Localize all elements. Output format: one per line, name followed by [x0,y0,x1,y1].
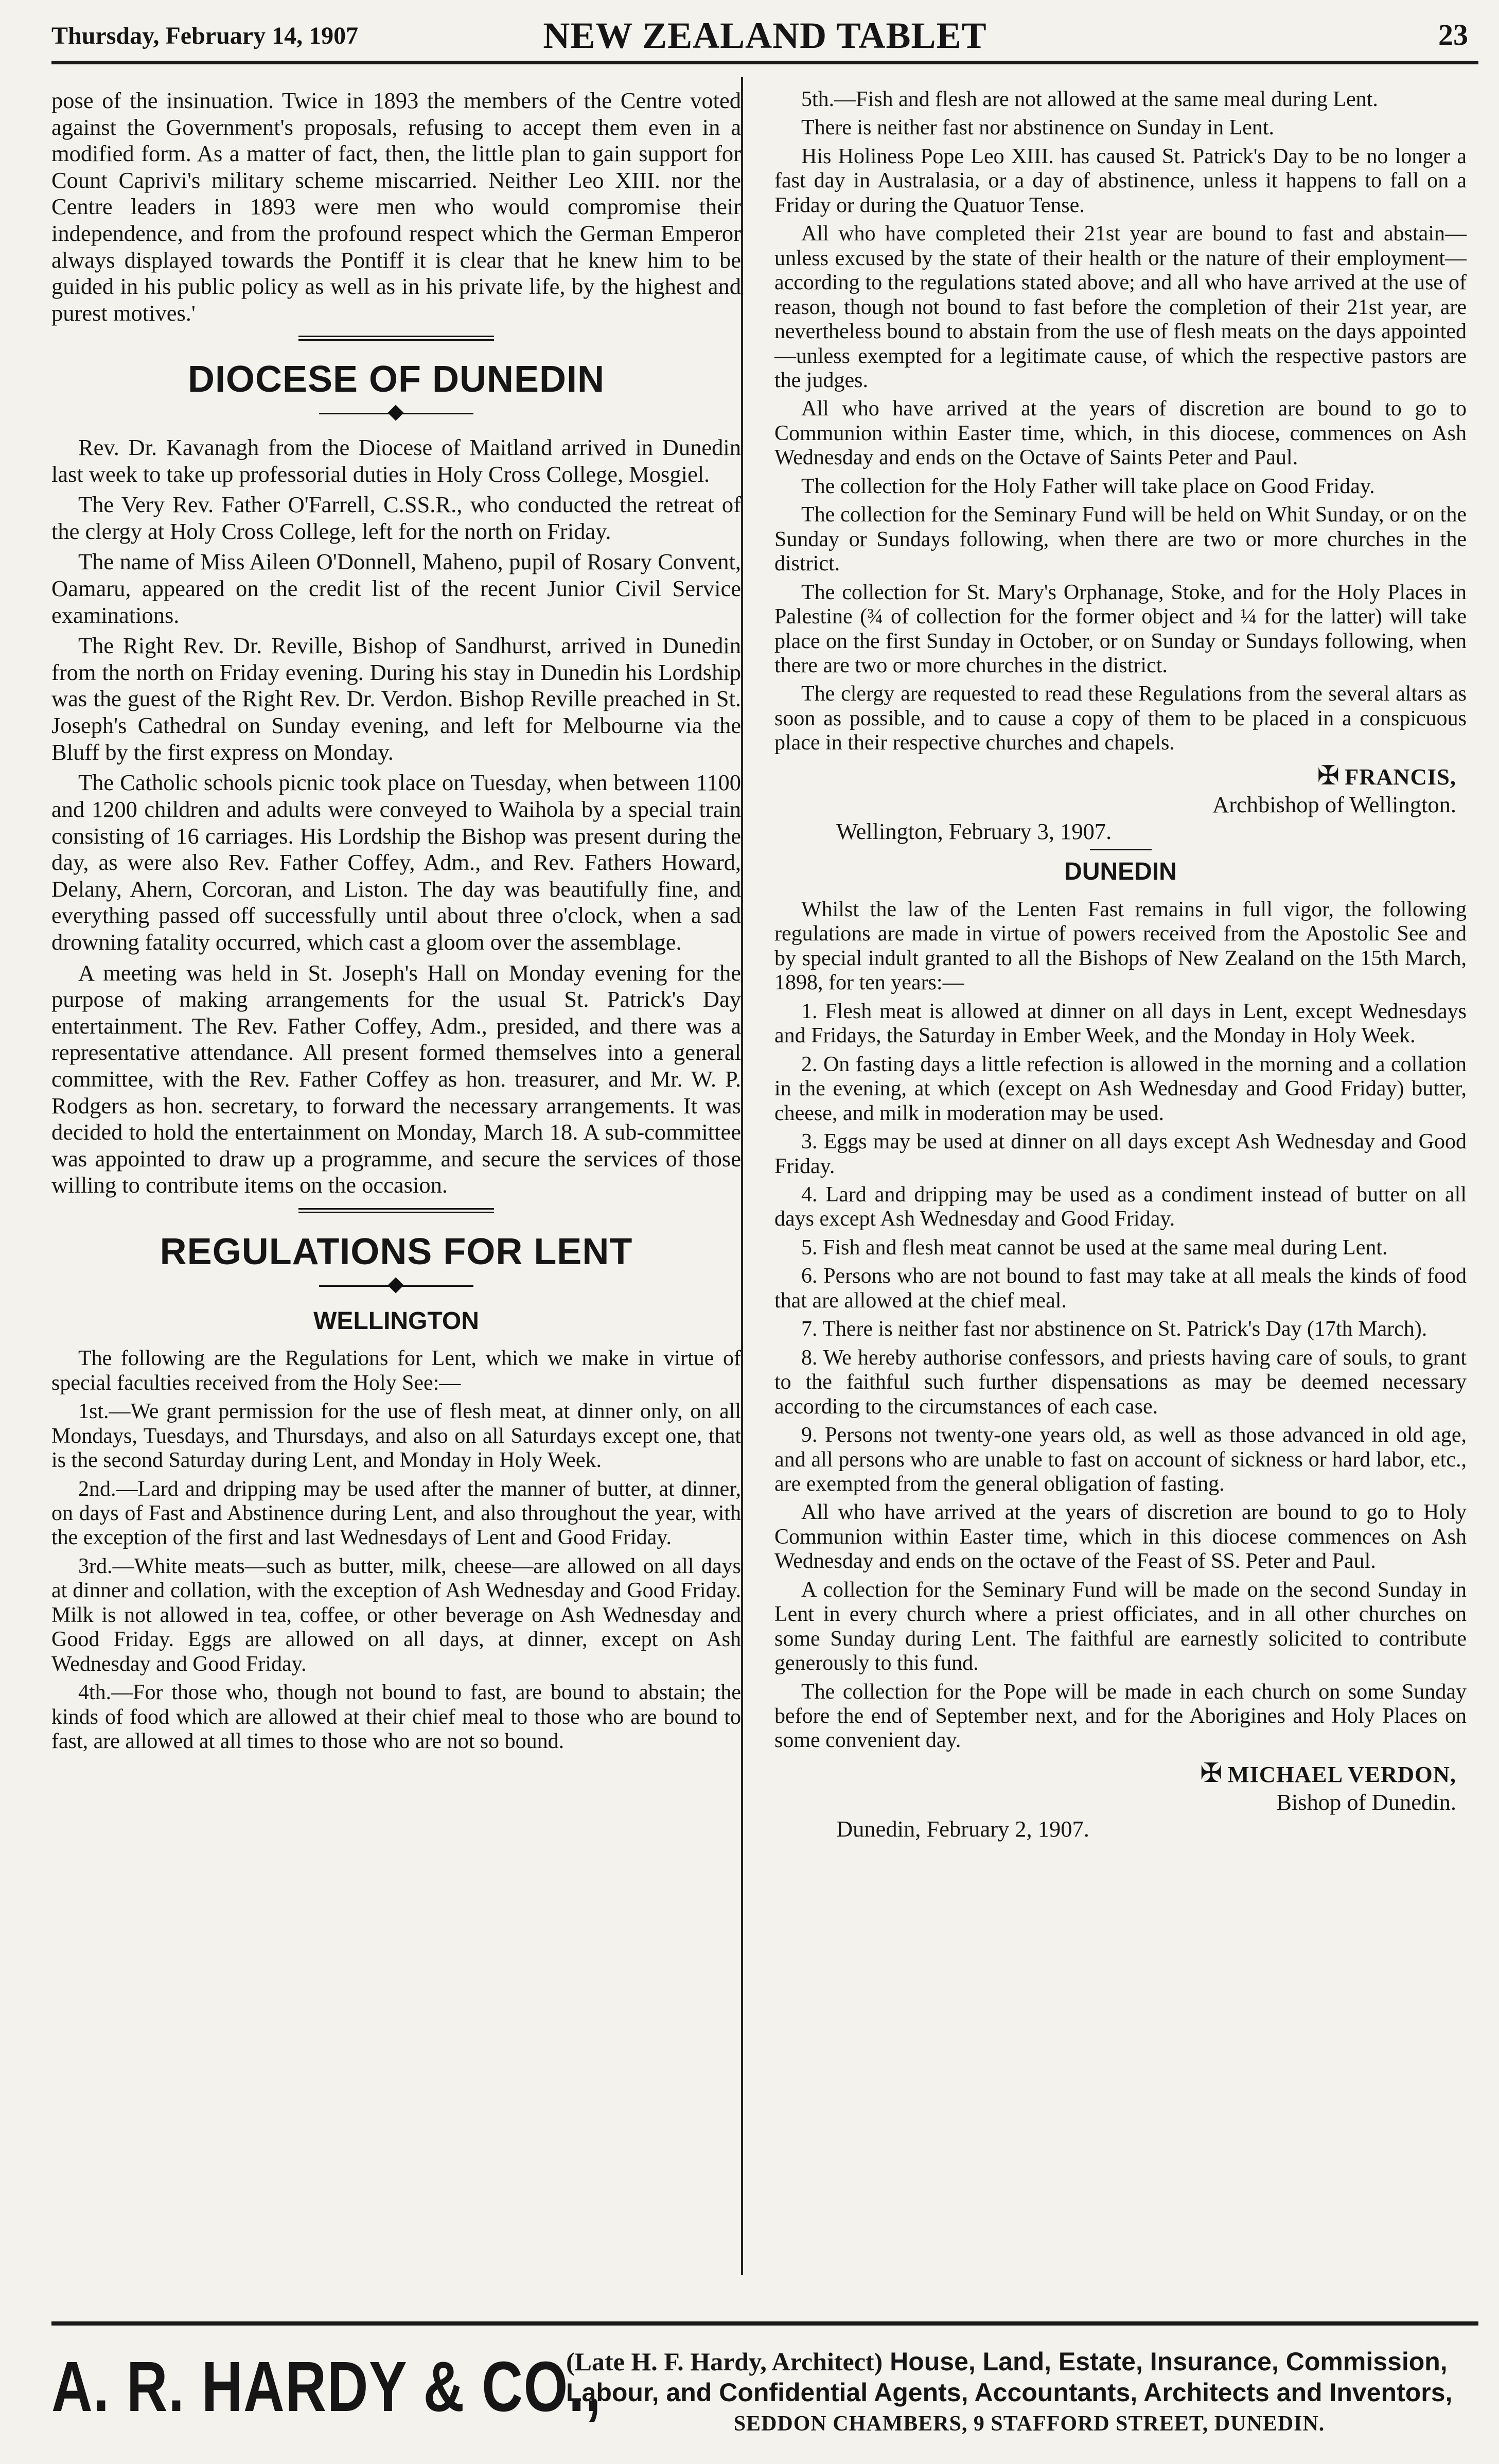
dateline: Dunedin, February 2, 1907. [836,1815,1089,1842]
advertisement-text [566,2346,1492,2437]
regulation-paragraph: 6. Persons who are not bound to fast may take at all meals the kinds of food that are allowed at the chief meal. [774,1264,1467,1313]
signatory-name: FRANCIS, [1345,763,1456,790]
signatory-title: Bishop of Dunedin. [1276,1789,1456,1815]
signature-block [774,761,1456,818]
ornament-rule [319,406,473,421]
regulation-paragraph: The clergy are requested to read these Regulations from the several altars as soon as possible, and to cause a copy of them to be placed in a conspicuous place in their respective churches and chapels. [774,682,1467,755]
dunedin-heading: DUNEDIN [1064,858,1177,886]
news-item: The Catholic schools picnic took place on Tuesday, when between 1100 and 1200 children and adults were conveyed to Waihola by a special train consisting of 16 carriages. His Lordship the Bishop was present during the day, as were also Rev. Father Coffey, Adm., and Rev. Fathers Howard, Delany, Ahern, Corcoran, and Liston. The day was beautifully fine, and everything passed off successfully until about three o'clock, when a sad drowning fatality occurred, which cast a gloom over the assemblage. [51,770,741,955]
page-number: 23 [1438,18,1468,51]
regulation-paragraph: The collection for the Pope will be made in each church on some Sunday before the end of September next, and for the Aborigines and Holy Places on some convenient day. [774,1680,1467,1753]
advertiser-address: SEDDON CHAMBERS, 9 STAFFORD STREET, DUNEDIN. [733,2412,1325,2436]
page-header [51,14,1478,64]
regulation-paragraph: 8. We hereby authorise confessors, and priests having care of souls, to grant to the faithful such further dispensations as may be deemed necessary according to the circumstances of each case. [774,1345,1467,1419]
section-rule [1090,849,1152,850]
intro-paragraph: pose of the insinuation. Twice in 1893 the members of the Centre voted against the Government's proposals, refusing to accept them even in a modified form. As a matter of fact, then, the little plan to gain support for Count Caprivi's military scheme miscarried. Neither Leo XIII. nor the Centre leaders in 1893 were men who would compromise their independence, and from the profound respect which the German Emperor always displayed towards the Pontiff it is clear that he knew him to be guided in his public policy as well as in his private life, by the highest and purest motives.' [51,88,741,326]
cross-icon: ✠ [1200,1758,1223,1788]
regulation-paragraph: 9. Persons not twenty-one years old, as well as those advanced in old age, and all persons who are unable to fast on account of sickness or hard labor, etc., are exempted from the general obligation of fasting. [774,1423,1467,1496]
right-column [774,88,1467,1846]
regulation-paragraph: The collection for the Seminary Fund will be held on Whit Sunday, or on the Sunday or Sundays following, when there are two or more churches in the district. [774,503,1467,576]
column-divider [741,77,743,2275]
news-item: The Very Rev. Father O'Farrell, C.SS.R., who conducted the retreat of the clergy at Holy Cross College, left for the north on Friday. [51,492,741,544]
news-item: The Right Rev. Dr. Reville, Bishop of Sandhurst, arrived in Dunedin from the north on Friday evening. During his stay in Dunedin his Lordship was the guest of the Right Rev. Dr. Verdon. Bishop Reville preached in St. Joseph's Cathedral on Sunday evening, and left for Melbourne via the Bluff by the first express on Monday. [51,633,741,765]
section-rule [298,336,494,337]
advertiser-former-name: (Late H. F. Hardy, Architect) [566,2347,883,2376]
regulation-paragraph: His Holiness Pope Leo XIII. has caused St. Patrick's Day to be no longer a fast day in Australasia, or a day of abstinence, unless it happens to fall on a Friday or during the Quatuor Tense. [774,144,1467,217]
news-item: A meeting was held in St. Joseph's Hall on Monday evening for the purpose of making arrangements for the usual St. Patrick's Day entertainment. The Rev. Father Coffey, Adm., presided, and there was a representative attendance. All present formed themselves into a general committee, with the Rev. Father Coffey as hon. treasurer, and Mr. W. P. Rodgers as hon. secretary, to forward the necessary arrangements. It was decided to hold the entertainment on Monday, March 18. A sub-committee was appointed to draw up a programme, and secure the services of those willing to contribute items on the occasion. [51,959,741,1198]
dateline: Wellington, February 3, 1907. [836,818,1112,844]
diocese-heading: DIOCESE OF DUNEDIN [187,359,605,400]
regulation-paragraph: A collection for the Seminary Fund will be made on the second Sunday in Lent in every church where a priest officiates, and in all other churches on some Sunday during Lent. The faithful are earnestly solicited to contribute generously to this fund. [774,1578,1467,1675]
lent-heading: REGULATIONS FOR LENT [160,1231,633,1273]
regulation-paragraph: The collection for the Holy Father will take place on Good Friday. [801,474,1375,498]
left-column [51,88,741,1758]
regulation-paragraph: Whilst the law of the Lenten Fast remains in full vigor, the following regulations are made in virtue of powers received from the Apostolic See and by special indult granted to all the Bishops of New Zealand on the 15th March, 1898, for ten years:— [774,897,1467,995]
regulation-paragraph: All who have completed their 21st year are bound to fast and abstain—unless excused by the state of their health or the nature of their employment—according to the regulations stated above; and all who have arrived at the use of reason, though not bound to fast before the completion of their 21st year, are nevertheless bound to abstain from the use of flesh meats on the days appointed—unless exempted for a legitimate cause, of which the respective pastors are the judges. [774,222,1467,392]
cross-icon: ✠ [1317,761,1340,791]
regulation-paragraph: 4. Lard and dripping may be used as a condiment instead of butter on all days except Ash Wednesday and Good Friday. [774,1182,1467,1231]
wellington-heading: WELLINGTON [313,1307,479,1335]
diamond-ornament-icon [387,1277,403,1293]
regulation-paragraph: 5th.—Fish and flesh are not allowed at the same meal during Lent. [801,88,1378,111]
regulation-paragraph: The collection for St. Mary's Orphanage, Stoke, and for the Holy Places in Palestine (¾ of collection for the former object and ¼ for the latter) will take place on the first Sunday in October, or on Sunday or Sundays following, when there are two or more churches in the district. [774,580,1467,677]
advertisement-footer [51,2321,1478,2459]
section-rule [298,1212,494,1213]
news-item: Rev. Dr. Kavanagh from the Diocese of Maitland arrived in Dunedin last week to take up professorial duties in Holy Cross College, Mosgiel. [51,434,741,487]
publication-title: NEW ZEALAND TABLET [543,15,987,56]
advertiser-services: House, Land, Estate, Insurance, Commission, Labour, and Confidential Agents, Accountants, Architects and Inventors, [566,2347,1453,2407]
regulation-paragraph: There is neither fast nor abstinence on Sunday in Lent. [801,116,1275,140]
advertiser-name: A. R. HARDY & CO., [51,2347,602,2426]
regulation-paragraph: 1st.—We grant permission for the use of flesh meat, at dinner only, on all Mondays, Tuesdays, and Thursdays, and also on all Saturdays except one, that is the second Saturday during Lent, and Monday in Holy Week. [51,1400,741,1473]
diamond-ornament-icon [387,405,403,421]
regulation-paragraph: All who have arrived at the years of discretion are bound to go to Communion within Easter time, which, in this diocese, commences on Ash Wednesday and ends on the Octave of Saints Peter and Paul. [774,397,1467,470]
regulation-paragraph: 7. There is neither fast nor abstinence on St. Patrick's Day (17th March). [801,1317,1427,1341]
regulation-paragraph: 1. Flesh meat is allowed at dinner on all days in Lent, except Wednesdays and Fridays, the Saturday in Ember Week, and the Monday in Holy Week. [774,999,1467,1048]
signatory-name: MICHAEL VERDON, [1227,1761,1456,1787]
section-rule [298,339,494,341]
regulation-paragraph: The following are the Regulations for Lent, which we make in virtue of special faculties received from the Holy See:— [51,1347,741,1395]
ornament-rule [319,1278,473,1294]
regulation-paragraph: 5. Fish and flesh meat cannot be used at the same meal during Lent. [801,1235,1388,1260]
regulation-paragraph: All who have arrived at the years of discretion are bound to go to Holy Communion within Easter time, which in this diocese commences on Ash Wednesday and ends on the octave of the Feast of SS. Peter and Paul. [774,1500,1467,1574]
news-item: The name of Miss Aileen O'Donnell, Maheno, pupil of Rosary Convent, Oamaru, appeared on the credit list of the recent Junior Civil Service examinations. [51,549,741,628]
section-rule [298,1208,494,1210]
regulation-paragraph: 3rd.—White meats—such as butter, milk, cheese—are allowed on all days at dinner and collation, with the exception of Ash Wednesday and Good Friday. Milk is not allowed in tea, coffee, or other beverage on Ash Wednesday and Good Friday. Eggs are allowed on all days, at dinner, except on Ash Wednesday and Good Friday. [51,1554,741,1676]
signatory-title: Archbishop of Wellington. [1212,792,1456,818]
issue-date: Thursday, February 14, 1907 [51,22,359,49]
regulation-paragraph: 3. Eggs may be used at dinner on all days except Ash Wednesday and Good Friday. [774,1130,1467,1178]
regulation-paragraph: 2. On fasting days a little refection is allowed in the morning and a collation in the evening, at which (except on Ash Wednesday and Good Friday) butter, cheese, and milk in moderation may be used. [774,1052,1467,1125]
signature-block [774,1758,1456,1816]
regulation-paragraph: 2nd.—Lard and dripping may be used after the manner of butter, at dinner, on days of Fast and Abstinence during Lent, and also throughout the year, with the exception of the first and last Wednesdays of Lent and Good Friday. [51,1477,741,1550]
regulation-paragraph: 4th.—For those who, though not bound to fast, are bound to abstain; the kinds of food which are allowed at their chief meal to those who are bound to fast, are allowed at all times to those who are not so bound. [51,1681,741,1754]
